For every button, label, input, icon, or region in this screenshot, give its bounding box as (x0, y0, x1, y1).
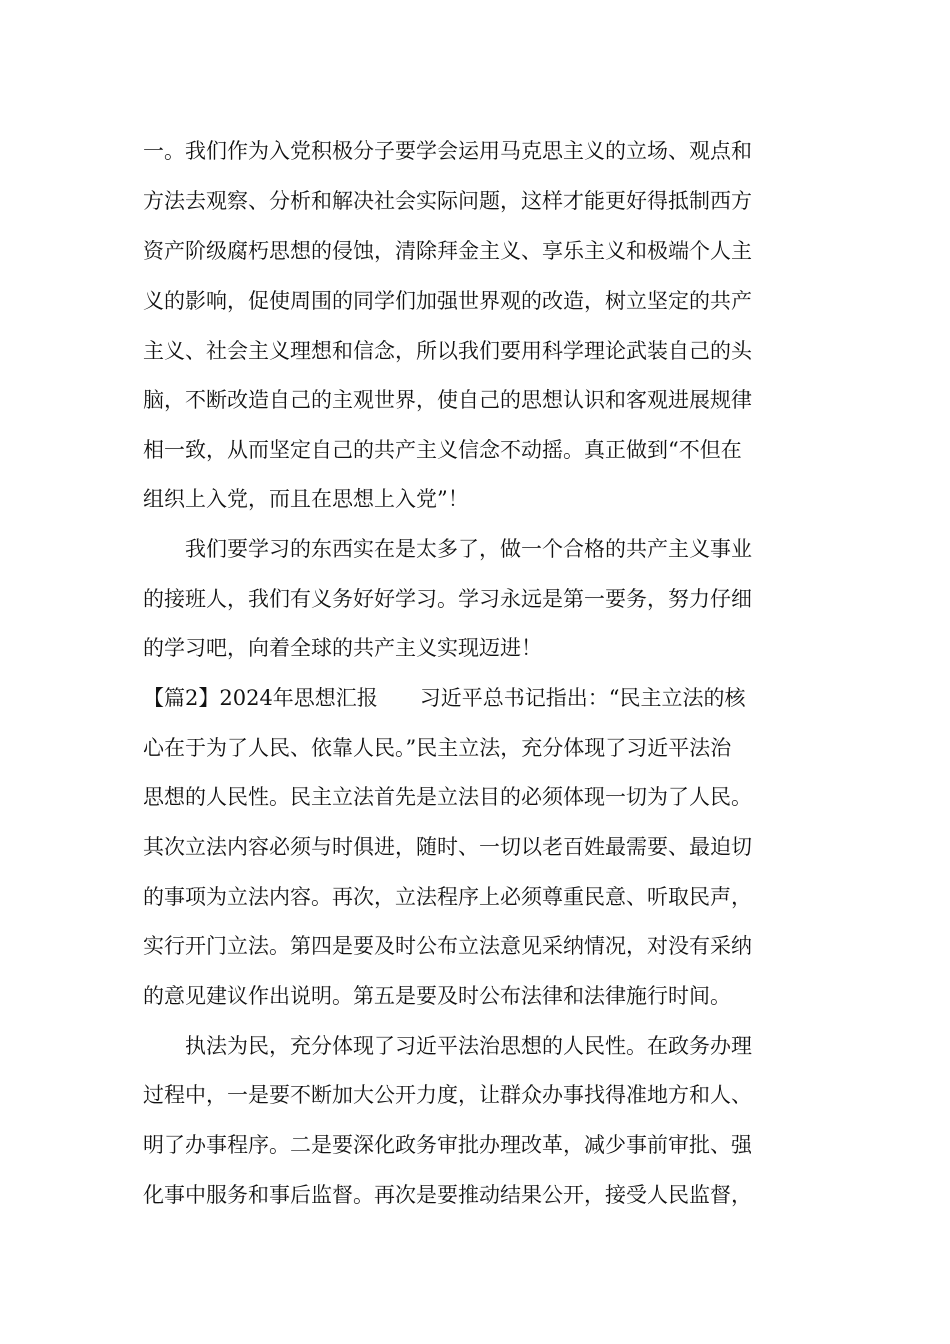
text-line: 的学习吧，向着全球的共产主义实现迈进！ (143, 636, 542, 660)
text-line: 思想的人民性。民主立法首先是立法目的必须体现一切为了人民。 (143, 785, 752, 809)
text-line: 的接班人，我们有义务好好学习。学习永远是第一要务，努力仔细 (143, 587, 752, 611)
text-line: 主义、社会主义理想和信念，所以我们要用科学理论武装自己的头 (143, 339, 752, 363)
text-line: 义的影响，促使周围的同学们加强世界观的改造，树立坚定的共产 (143, 289, 752, 313)
text-line: 我们要学习的东西实在是太多了，做一个合格的共产主义事业 (143, 537, 752, 561)
text-line: 明了办事程序。二是要深化政务审批办理改革，减少事前审批、强 (143, 1133, 752, 1157)
text-line: 化事中服务和事后监督。再次是要推动结果公开，接受人民监督， (143, 1183, 752, 1207)
text-line: 资产阶级腐朽思想的侵蚀，清除拜金主义、享乐主义和极端个人主 (143, 239, 752, 263)
text-line: 的事项为立法内容。再次，立法程序上必须尊重民意、听取民声， (143, 885, 752, 909)
text-line: 过程中，一是要不断加大公开力度，让群众办事找得准地方和人、 (143, 1083, 752, 1107)
text-line: 其次立法内容必须与时俱进，随时、一切以老百姓最需要、最迫切 (143, 835, 752, 859)
section-heading-line: 【篇2】2024年思想汇报 习近平总书记指出：“民主立法的核 (143, 686, 746, 710)
text-line: 的意见建议作出说明。第五是要及时公布法律和法律施行时间。 (143, 984, 731, 1008)
text-line: 脑，不断改造自己的主观世界，使自己的思想认识和客观进展规律 (143, 388, 752, 412)
text-line: 组织上入党，而且在思想上入党”！ (143, 487, 469, 511)
text-line: 心在于为了人民、依靠人民。”民主立法，充分体现了习近平法治 (143, 736, 732, 760)
text-line: 实行开门立法。第四是要及时公布立法意见采纳情况，对没有采纳 (143, 934, 752, 958)
text-line: 相一致，从而坚定自己的共产主义信念不动摇。真正做到“不但在 (143, 438, 742, 462)
text-line: 一。我们作为入党积极分子要学会运用马克思主义的立场、观点和 (143, 139, 752, 163)
text-line: 方法去观察、分析和解决社会实际问题，这样才能更好得抵制西方 (143, 189, 752, 213)
text-line: 执法为民，充分体现了习近平法治思想的人民性。在政务办理 (143, 1034, 752, 1058)
